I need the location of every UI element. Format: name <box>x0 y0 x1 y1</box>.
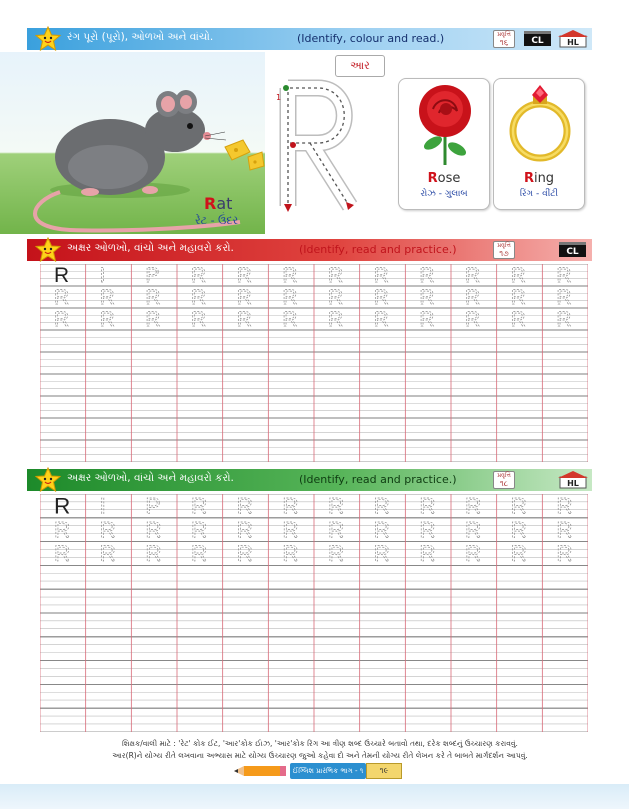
trace-letter: R <box>373 541 390 567</box>
trace-letter: R <box>191 308 207 332</box>
trace-letter: R <box>328 494 345 519</box>
trace-letter: P <box>145 494 161 519</box>
cl-tag: CL <box>524 31 551 46</box>
pencil-icon <box>232 762 288 780</box>
trace-letter: R <box>282 517 299 543</box>
trace-letter: R <box>465 286 481 310</box>
rat-illustration <box>0 52 265 234</box>
book-title: ઈંગ્લિશ પ્રારંભિક ભાગ - ૧ <box>290 763 366 779</box>
section1-gu-title: રંગ પૂરો (પૂરો), ઓળખો અને વાંચો. <box>67 31 214 43</box>
trace-letter: I <box>99 264 106 288</box>
svg-text:HL: HL <box>567 479 579 488</box>
trace-letter: R <box>328 541 345 567</box>
practice-grid-cl[interactable] <box>40 264 588 462</box>
big-letter-trace <box>268 78 393 213</box>
trace-letter: R <box>236 264 252 288</box>
trace-letter: R <box>282 264 298 288</box>
page-number: ૧૯ <box>366 763 402 779</box>
trace-letter: R <box>419 494 436 519</box>
trace-letter: R <box>556 308 572 332</box>
teacher-note: શિક્ષક/વાલી માટે : 'રેટ' કોક ઈટ, 'આર'કોક ઈાઝ, 'આર'કોક રિંગ આ ત્રીણ શબ્દ ઉચ્ચારે બતાવો તથા, દરેક શબ્દનું ઉચ્ચારણ કરાવવું. આર(R)ને યોગ્ય રીતે લખવાના અભ્યાસ માટે યોગ્ય ઉચ્ચારણ જુઓ કહેવા દો અને તેમની યોગ્ય રીતે લેખન કરે તે બાબતે માર્ગદર્શન આપવું. <box>112 739 528 760</box>
section3-gu-title: અક્ષર ઓળખો, વાંચો અને મહાવરો કરો. <box>67 472 234 484</box>
trace-letter: R <box>99 308 115 332</box>
trace-letter: R <box>282 541 299 567</box>
rose-icon <box>405 83 485 165</box>
trace-letter: R <box>465 517 482 543</box>
model-letter: R <box>54 264 70 288</box>
trace-letter: R <box>236 541 253 567</box>
section1-banner <box>27 28 592 50</box>
star-icon <box>35 26 61 52</box>
trace-letter: R <box>282 286 298 310</box>
trace-letter: R <box>191 494 208 519</box>
section2-gu-title: અક્ષર ઓળખો, વાંચો અને મહાવરો કરો. <box>67 242 234 254</box>
card-ring-gujarati: રિંગ - વીંટી <box>519 189 559 199</box>
trace-letter: R <box>373 308 389 332</box>
trace-letter: R <box>328 264 344 288</box>
model-letter: R <box>54 494 71 519</box>
cl-tag: CL <box>559 242 586 257</box>
trace-letter: R <box>556 264 572 288</box>
trace-letter: R <box>419 308 435 332</box>
trace-letter: R <box>54 541 71 567</box>
svg-text:HL: HL <box>567 38 579 47</box>
trace-letter: R <box>236 517 253 543</box>
section3-en-title: (Identify, read and practice.) <box>299 473 457 486</box>
trace-letter: R <box>191 286 207 310</box>
trace-letter: R <box>328 286 344 310</box>
card-rose-word: Rose <box>427 171 461 186</box>
trace-letter: R <box>236 308 252 332</box>
trace-letter: R <box>191 541 208 567</box>
hl-house-icon <box>557 470 589 489</box>
trace-letter: R <box>465 264 481 288</box>
trace-letter: R <box>510 286 526 310</box>
trace-letter: R <box>191 517 208 543</box>
section1-en-title: (Identify, colour and read.) <box>297 32 445 45</box>
card-ring-word: Ring <box>523 171 555 186</box>
section3-banner <box>27 469 592 491</box>
trace-letter: R <box>328 517 345 543</box>
trace-letter: R <box>510 517 527 543</box>
card-rose <box>398 78 490 210</box>
trace-letter: R <box>419 286 435 310</box>
activity-badge-18: પ્રવૃત્તિ ૧૮ <box>493 471 515 489</box>
trace-letter: R <box>556 541 573 567</box>
trace-letter: R <box>236 494 253 519</box>
trace-letter: R <box>465 541 482 567</box>
star-icon <box>35 467 61 493</box>
trace-letter: R <box>373 517 390 543</box>
star-icon <box>35 237 61 263</box>
trace-letter: R <box>556 494 573 519</box>
trace-letter: R <box>236 286 252 310</box>
trace-letter: R <box>328 308 344 332</box>
trace-letter: R <box>145 517 162 543</box>
trace-letter: R <box>145 286 161 310</box>
trace-letter: R <box>373 494 390 519</box>
hl-house-icon <box>557 29 589 48</box>
trace-letter: R <box>145 308 161 332</box>
ring-icon <box>500 83 580 165</box>
trace-letter: R <box>145 541 162 567</box>
main-word-gujarati: રેટ - ઉંદર <box>195 214 239 227</box>
trace-letter: R <box>54 308 70 332</box>
trace-letter: R <box>510 264 526 288</box>
trace-letter: R <box>419 264 435 288</box>
practice-grid-hl[interactable] <box>40 494 588 732</box>
trace-letter: R <box>419 517 436 543</box>
trace-letter: R <box>54 517 71 543</box>
trace-letter: R <box>419 541 436 567</box>
trace-letter: R <box>510 494 527 519</box>
section2-en-title: (Identify, read and practice.) <box>299 243 457 256</box>
trace-letter: R <box>99 541 116 567</box>
footer-band <box>0 784 629 809</box>
trace-letter: I <box>99 494 106 519</box>
trace-letter: R <box>556 286 572 310</box>
trace-letter: R <box>373 286 389 310</box>
section2-banner <box>27 239 592 261</box>
card-rose-gujarati: રોઝ - ગુલાબ <box>420 189 468 199</box>
trace-letter: R <box>465 494 482 519</box>
trace-letter: R <box>510 308 526 332</box>
svg-text:1: 1 <box>276 93 282 102</box>
trace-letter: R <box>54 286 70 310</box>
activity-badge-17: પ્રવૃત્તિ ૧૭ <box>493 241 515 259</box>
activity-badge-16: પ્રવૃત્તિ ૧૬ <box>493 30 515 48</box>
card-ring <box>493 78 585 210</box>
trace-letter: R <box>510 541 527 567</box>
main-word: Rat <box>204 194 233 213</box>
letter-label: આર <box>335 55 385 77</box>
trace-letter: R <box>556 517 573 543</box>
trace-letter: R <box>465 308 481 332</box>
trace-letter: R <box>99 286 115 310</box>
trace-letter: R <box>282 494 299 519</box>
trace-letter: R <box>191 264 207 288</box>
trace-letter: P <box>145 264 160 288</box>
trace-letter: R <box>373 264 389 288</box>
trace-letter: R <box>282 308 298 332</box>
trace-letter: R <box>99 517 116 543</box>
